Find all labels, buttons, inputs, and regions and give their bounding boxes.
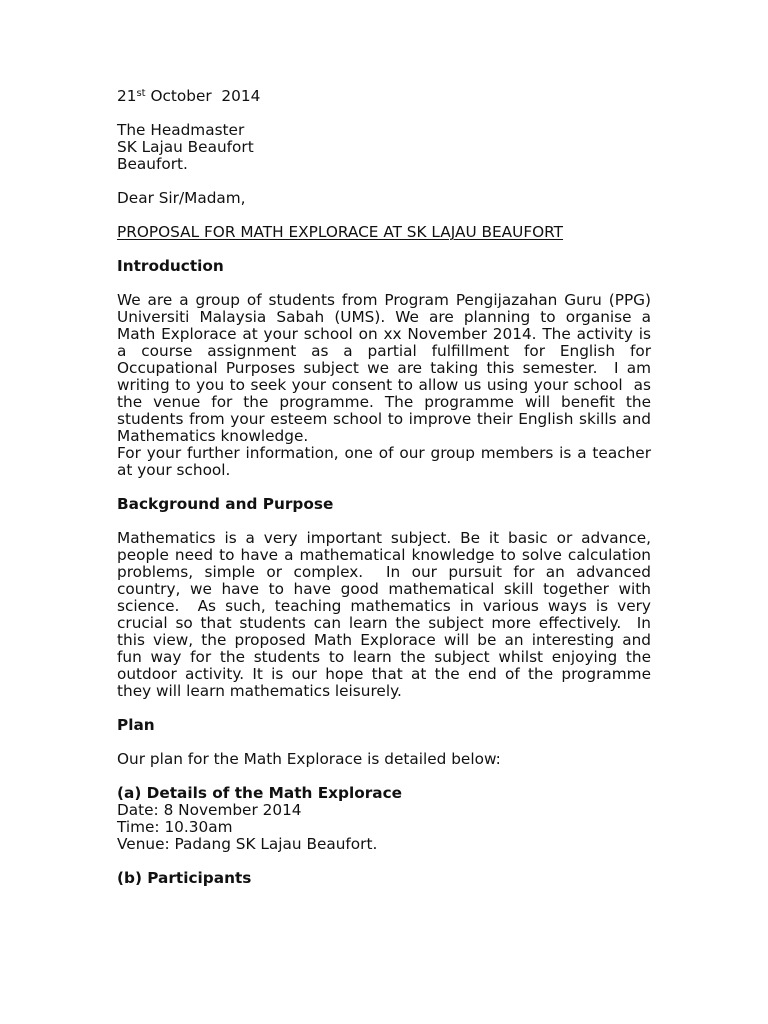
details-venue: Venue: Padang SK Lajau Beaufort. xyxy=(117,835,378,853)
plan-heading-block xyxy=(117,717,651,734)
background-paragraph xyxy=(117,530,651,700)
paragraph-line: Universiti Malaysia Sabah (UMS). We are planning to organise a xyxy=(117,308,651,326)
section-heading-plan: Plan xyxy=(117,716,155,734)
paragraph-line: crucial so that students can learn the subject more effectively. In xyxy=(117,614,651,632)
paragraph-line: We are a group of students from Program Pengijazahan Guru (PPG) xyxy=(117,291,651,309)
paragraph-line: Mathematics knowledge. xyxy=(117,427,309,445)
paragraph-line: at your school. xyxy=(117,461,231,479)
paragraph-line: fun way for the students to learn the subject whilst enjoying the xyxy=(117,648,651,666)
paragraph-line: Mathematics is a very important subject. Be it basic or advance, xyxy=(117,529,651,547)
date-ordinal-suffix: st xyxy=(136,88,146,99)
recipient-town: Beaufort. xyxy=(117,155,188,173)
recipient-school: SK Lajau Beaufort xyxy=(117,138,254,156)
paragraph-line: outdoor activity. It is our hope that at the end of the programme xyxy=(117,665,651,683)
paragraph-line: they will learn mathematics leisurely. xyxy=(117,682,402,700)
section-heading-background-and-purpose: Background and Purpose xyxy=(117,495,334,513)
paragraph-line: science. As such, teaching mathematics in various ways is very xyxy=(117,597,651,615)
letter-body xyxy=(117,88,651,887)
paragraph-line: students from your esteem school to improve their English skills and xyxy=(117,410,651,428)
paragraph-line: Math Explorace at your school on xx November 2014. The activity is xyxy=(117,325,651,343)
details-date: Date: 8 November 2014 xyxy=(117,801,302,819)
background-heading-block xyxy=(117,496,651,513)
section-heading-introduction: Introduction xyxy=(117,257,224,275)
recipient-title: The Headmaster xyxy=(117,121,245,139)
paragraph-line: problems, simple or complex. In our pursuit for an advanced xyxy=(117,563,651,581)
salutation-block xyxy=(117,190,651,207)
recipient-address xyxy=(117,122,651,173)
subsection-heading-participants: (b) Participants xyxy=(117,869,252,887)
details-time: Time: 10.30am xyxy=(117,818,233,836)
date-day: 21 xyxy=(117,87,137,105)
paragraph-line: people need to have a mathematical knowledge to solve calculation xyxy=(117,546,651,564)
subsection-heading-details: (a) Details of the Math Explorace xyxy=(117,784,403,802)
subject-block xyxy=(117,224,651,241)
participants-block xyxy=(117,870,651,887)
details-block xyxy=(117,785,651,853)
date-month-year: October 2014 xyxy=(150,87,261,105)
salutation: Dear Sir/Madam, xyxy=(117,189,246,207)
paragraph-line: a course assignment as a partial fulfillment for English for xyxy=(117,342,651,360)
paragraph-line: Occupational Purposes subject we are taking this semester. I am xyxy=(117,359,651,377)
letter-date xyxy=(117,88,651,105)
plan-intro: Our plan for the Math Explorace is detailed below: xyxy=(117,750,501,768)
introduction-heading-block xyxy=(117,258,651,275)
paragraph-line: this view, the proposed Math Explorace will be an interesting and xyxy=(117,631,651,649)
subject-line: PROPOSAL FOR MATH EXPLORACE AT SK LAJAU BEAUFORT xyxy=(117,223,564,241)
paragraph-line: the venue for the programme. The programme will benefit the xyxy=(117,393,651,411)
plan-intro-block xyxy=(117,751,651,768)
paragraph-line: writing to you to seek your consent to allow us using your school as xyxy=(117,376,651,394)
paragraph-line: country, we have to have good mathematical skill together with xyxy=(117,580,651,598)
introduction-paragraph xyxy=(117,292,651,479)
paragraph-line: For your further information, one of our group members is a teacher xyxy=(117,444,651,462)
